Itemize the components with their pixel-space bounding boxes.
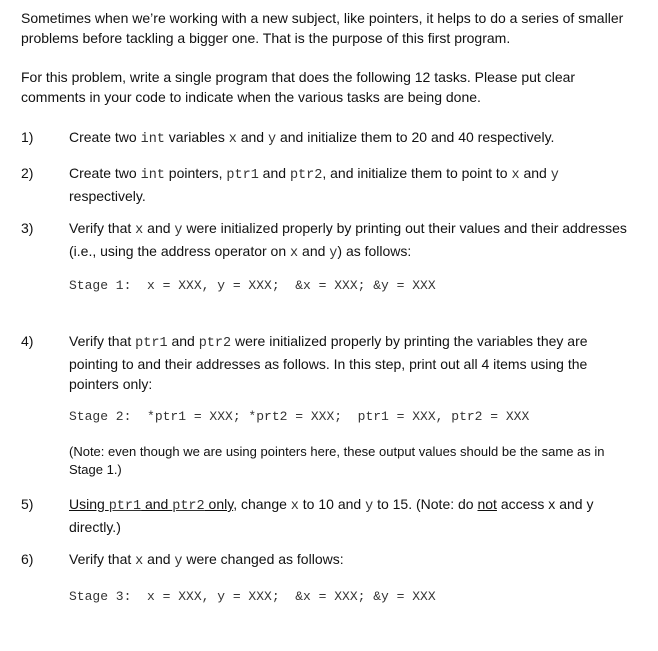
task-1-text: Create two int variables x and y and initialize them to 20 and 40 respectively. bbox=[69, 129, 555, 147]
task-number: 4) bbox=[21, 333, 34, 349]
task-number: 6) bbox=[21, 551, 34, 567]
task-6-text: Verify that x and y were changed as follows: bbox=[69, 551, 344, 569]
stage-1-output: Stage 1: x = XXX, y = XXX; &x = XXX; &y = XXX bbox=[69, 278, 436, 293]
task-number: 2) bbox=[21, 165, 34, 181]
stage-2-note: (Note: even though we are using pointers here, these output values should be the same as in Stage 1.) bbox=[69, 444, 605, 477]
task-3-text: Verify that x and y were initialized properly by printing out their values and their addresses (i.e., using the address operator on x and y) as follows: bbox=[69, 220, 627, 261]
task-5-text: Using ptr1 and ptr2 only, change x to 10 and y to 15. (Note: do not access x and y directly.) bbox=[69, 496, 594, 535]
stage-2-output: Stage 2: *ptr1 = XXX; *prt2 = XXX; ptr1 = XXX, ptr2 = XXX bbox=[69, 409, 530, 424]
task-number: 1) bbox=[21, 129, 34, 145]
task-2-text: Create two int pointers, ptr1 and ptr2, and initialize them to point to x and y respectively. bbox=[69, 165, 559, 204]
task-number: 5) bbox=[21, 496, 34, 512]
intro-paragraph-2: For this problem, write a single program that does the following 12 tasks. Please put clear comments in your code to indicate when the various tasks are being done. bbox=[21, 69, 576, 105]
stage-3-output: Stage 3: x = XXX, y = XXX; &x = XXX; &y = XXX bbox=[69, 589, 436, 604]
task-number: 3) bbox=[21, 220, 34, 236]
task-4-text: Verify that ptr1 and ptr2 were initialized properly by printing the variables they are pointing to and their addresses as follows. In this step, print out all 4 items using the pointers only: bbox=[69, 333, 588, 392]
intro-paragraph-1: Sometimes when we’re working with a new subject, like pointers, it helps to do a series of smaller problems before tackling a bigger one. That is the purpose of this first program. bbox=[21, 10, 624, 46]
